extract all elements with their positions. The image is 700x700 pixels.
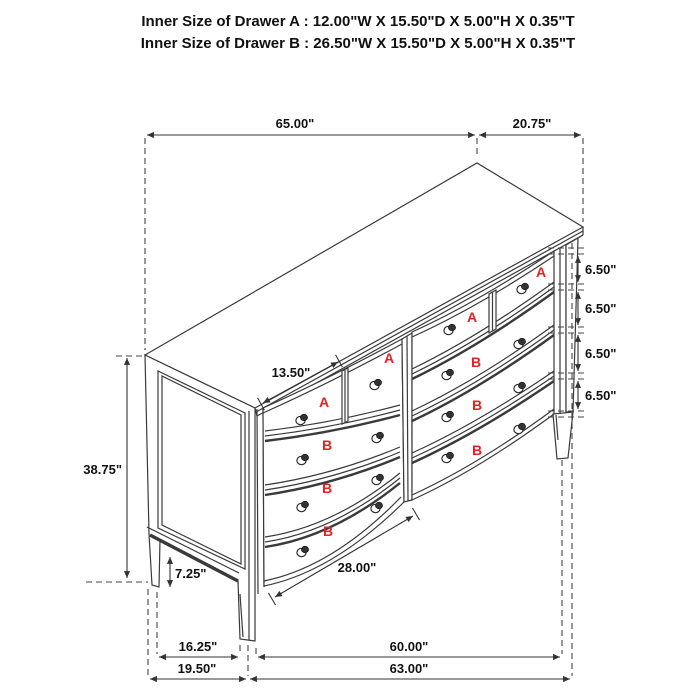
dim-row-height-label: 6.50" [585,301,617,316]
dim-drawer-a-width-label: 13.50" [271,365,311,380]
drawer-label-a: A [318,394,330,410]
dim-base-width-outer [250,661,570,679]
dim-leg-height-label: 7.25" [175,566,207,581]
drawer-label-a: A [383,350,395,366]
dim-base-depth-inner-label: 16.25" [178,639,218,654]
dim-base-depth-outer [150,661,246,679]
drawer-a-size-text: Inner Size of Drawer A : 12.00"W X 15.50"D X 5.00"H X 0.35"T [141,13,575,30]
dim-top-depth [479,116,581,135]
dim-top-width [147,116,475,135]
dim-top-width-label: 65.00" [275,116,315,131]
dim-base-width-inner-label: 60.00" [389,639,429,654]
drawer-label-b: B [321,480,333,496]
dim-overall-height-label: 38.75" [83,462,122,477]
front-right-leg [553,412,573,459]
drawer-b-size-text: Inner Size of Drawer B : 26.50"W X 15.50"D X 5.00"H X 0.35"T [140,35,576,52]
dim-top-depth-label: 20.75" [512,116,552,131]
dim-row-height-label: 6.50" [585,262,617,277]
center-divider [402,333,412,502]
dim-base-depth-inner [159,639,238,657]
dim-row-height-label: 6.50" [585,346,617,361]
dim-drawer-b-width-label: 28.00" [337,560,377,575]
header [141,13,575,52]
drawer-label-b: B [470,354,482,370]
drawer-label-b: B [322,523,334,539]
drawer-label-b: B [321,437,333,453]
drawer-label-a: A [535,264,547,280]
dim-overall-height [83,358,127,578]
dim-base-width-outer-label: 63.00" [389,661,429,676]
drawer-label-b: B [471,397,483,413]
drawer-label-a: A [466,309,478,325]
drawer-a-sub-divider [489,290,496,333]
drawer-label-b: B [471,442,483,458]
drawer-a-sub-divider [342,368,348,424]
dim-base-depth-outer-label: 19.50" [177,661,217,676]
dim-row-height-label: 6.50" [585,388,617,403]
dim-base-width-inner [258,639,560,657]
